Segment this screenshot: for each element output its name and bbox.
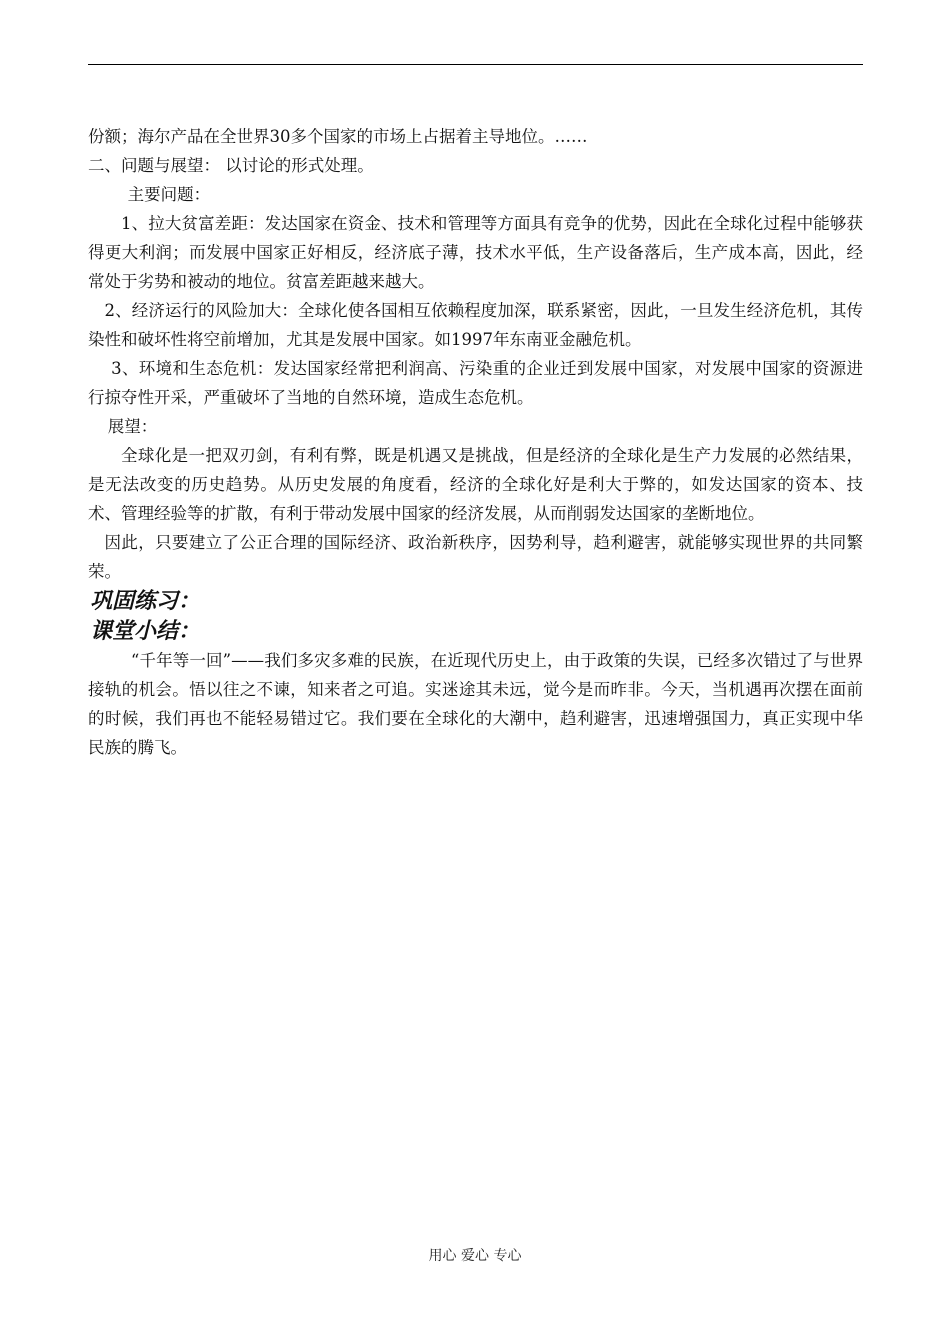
subheading-outlook: 展望： [107, 417, 158, 436]
page-footer: 用心 爱心 专心 [428, 1248, 522, 1264]
paragraph-conclusion: 因此，只要建立了公正合理的国际经济、政治新秩序，因势利导，趋利避害，就能够实现世界的共同繁荣。 [88, 533, 863, 581]
paragraph-problem-3: 3、环境和生态危机：发达国家经常把利润高、污染重的企业迁到发展中国家，对发展中国家的资源进行掠夺性开采，严重破坏了当地的自然环境，造成生态危机。 [88, 359, 863, 407]
paragraph-outlook: 全球化是一把双刃剑，有利有弊，既是机遇又是挑战，但是经济的全球化是生产力发展的必然结果，是无法改变的历史趋势。从历史发展的角度看，经济的全球化好是利大于弊的，如发达国家的资本、技术、管理经验等的扩散，有利于带动发展中国家的经济发展，从而削弱发达国家的垄断地位。 [88, 446, 863, 523]
paragraph-problem-1: 1、拉大贫富差距：发达国家在资金、技术和管理等方面具有竞争的优势，因此在全球化过程中能够获得更大利润；而发展中国家正好相反，经济底子薄，技术水平低，生产设备落后，生产成本高，因此，经常处于劣势和被动的地位。贫富差距越来越大。 [88, 214, 863, 291]
paragraph-summary: “千年等一回”——我们多灾多难的民族，在近现代历史上，由于政策的失误，已经多次错过了与世界接轨的机会。悟以往之不谏，知来者之可追。实迷途其未远，觉今是而昨非。今天，当机遇再次摆在面前的时候，我们再也不能轻易错过它。我们要在全球化的大潮中，趋利避害，迅速增强国力，真正实现中华民族的腾飞。 [88, 651, 863, 757]
header-rule [88, 64, 863, 65]
document-body [88, 122, 863, 762]
paragraph-problem-2: 2、经济运行的风险加大：全球化使各国相互依赖程度加深，联系紧密，因此，一旦发生经济危机，其传染性和破坏性将空前增加，尤其是发展中国家。如1997年东南亚金融危机。 [88, 301, 863, 349]
subheading-main-problems: 主要问题： [127, 185, 211, 204]
paragraph-continuation: 份额；海尔产品在全世界30多个国家的市场上占据着主导地位。…… [88, 127, 588, 146]
section-heading-problems-outlook: 二、问题与展望： 以讨论的形式处理。 [88, 156, 374, 175]
heading-summary: 课堂小结： [90, 619, 201, 644]
heading-practice: 巩固练习： [90, 589, 201, 614]
